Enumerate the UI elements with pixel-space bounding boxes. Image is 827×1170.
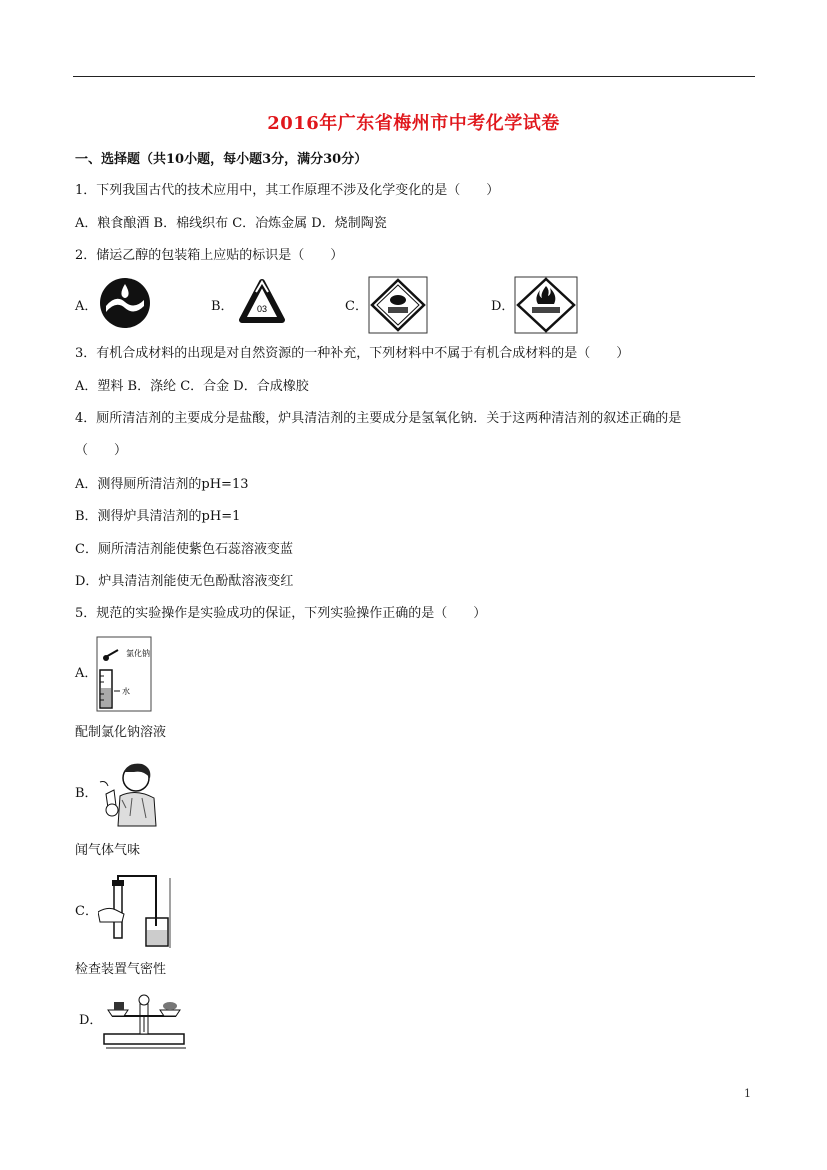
svg-text:氯化钠: 氯化钠 — [126, 649, 150, 658]
question-4-option-b: B．测得炉具清洁剂的pH=1 — [75, 509, 241, 524]
smelling-gas-image — [98, 760, 158, 828]
q5-caption-b: 闻气体气味 — [75, 843, 141, 858]
page-title: 2016年广东省梅州市中考化学试卷 — [267, 113, 560, 134]
q2-option-b-label: B． — [211, 299, 234, 314]
flammable-liquid-sign-icon — [514, 276, 578, 334]
water-reactive-sign-icon — [98, 276, 153, 331]
q5-option-d-label: D． — [79, 1013, 103, 1028]
question-4-option-d: D．炉具清洁剂能使无色酚酞溶液变红 — [75, 574, 294, 589]
recycle-sign-icon — [232, 276, 292, 331]
question-4-option-c: C．厕所清洁剂能使紫色石蕊溶液变蓝 — [75, 542, 293, 557]
question-3-options: A．塑料 B．涤纶 C．合金 D．合成橡胶 — [75, 379, 309, 394]
toxic-sign-icon — [368, 276, 428, 334]
svg-text:水: 水 — [122, 687, 130, 696]
page-number: 1 — [744, 1087, 751, 1100]
question-1-options: A．粮食酿酒 B．棉线织布 C．冶炼金属 D．烧制陶瓷 — [75, 216, 387, 231]
q2-option-a-label: A． — [75, 299, 98, 314]
question-5-stem: 5．规范的实验操作是实验成功的保证，下列实验操作正确的是（ ） — [75, 606, 487, 621]
question-3-stem: 3．有机合成材料的出现是对自然资源的一种补充，下列材料中不属于有机合成材料的是（ ） — [75, 346, 630, 361]
airtightness-check-image — [98, 874, 174, 950]
q5-caption-a: 配制氯化钠溶液 — [75, 725, 167, 740]
q2-option-c-label: C． — [345, 299, 368, 314]
section-heading: 一、选择题（共10小题，每小题3分，满分30分） — [75, 152, 368, 167]
balance-scale-image — [102, 990, 188, 1050]
question-4-stem-line2: （ ） — [75, 443, 128, 458]
svg-text:03: 03 — [256, 304, 268, 314]
q5-option-b-label: B． — [75, 786, 98, 801]
question-4-option-a: A．测得厕所清洁剂的pH=13 — [75, 477, 249, 492]
q2-option-d-label: D． — [491, 299, 515, 314]
header-rule — [73, 76, 755, 77]
question-1-stem: 1．下列我国古代的技术应用中，其工作原理不涉及化学变化的是（ ） — [75, 183, 500, 198]
question-4-stem-line1: 4．厕所清洁剂的主要成分是盐酸，炉具清洁剂的主要成分是氢氧化钠．关于这两种清洁剂的叙述正确的是 — [75, 411, 682, 426]
measuring-cylinder-image — [96, 636, 152, 712]
q5-option-a-label: A． — [75, 666, 98, 681]
question-2-stem: 2．储运乙醇的包装箱上应贴的标识是（ ） — [75, 248, 344, 263]
q5-caption-c: 检查装置气密性 — [75, 962, 167, 977]
q5-option-c-label: C． — [75, 904, 98, 919]
